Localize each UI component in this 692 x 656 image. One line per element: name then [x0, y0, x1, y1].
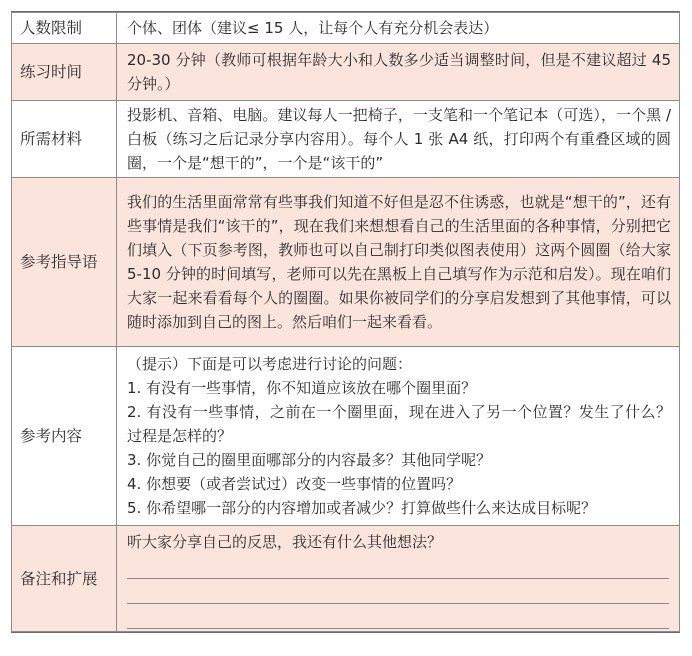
row-label-headcount: 人数限制	[12, 13, 117, 44]
table-row-guidance	[12, 178, 680, 347]
row-label-notes: 备注和扩展	[12, 526, 117, 632]
table-row-materials	[12, 101, 680, 178]
table-row-notes	[12, 526, 680, 632]
row-content-notes	[117, 526, 680, 632]
row-label-materials: 所需材料	[12, 101, 117, 178]
question-2: 2. 有没有一些事情，之前在一个圈里面，现在进入了另一个位置？发生了什么？过程是怎样的？	[127, 403, 671, 445]
question-3: 3. 你觉自己的圈里面哪部分的内容最多？其他同学呢？	[127, 451, 492, 469]
row-label-reference-content: 参考内容	[12, 347, 117, 526]
prompt-line: （提示）下面是可以考虑进行讨论的问题：	[127, 355, 413, 373]
writing-line-1[interactable]	[127, 554, 669, 579]
question-5: 5. 你希望哪一部分的内容增加或者减少？打算做些什么来达成目标呢？	[127, 499, 597, 517]
activity-table	[11, 12, 680, 632]
question-1: 1. 有没有一些事情，你不知道应该放在哪个圈里面？	[127, 379, 477, 397]
activity-table-container	[11, 11, 680, 633]
row-content-guidance: 我们的生活里面常常有些事我们知道不好但是忍不住诱惑，也就是“想干的”，还有些事情是我们“该干的”，现在我们来想想看自己的生活里面的各种事情，分别把它们填入（下页参考图，教师也可以自己制打印类似图表使用）这两个圆圈（给大家 5-10 分钟的时间填写，老师可以先在黑板上自己填写作为示范和启发）。现在咱们大家一起来看看每个人的圈圈。如果你被同学们的分享启发想到了其他事情，可以随时添加到自己的图上。然后咱们一起来看看。	[117, 178, 680, 347]
writing-line-2[interactable]	[127, 579, 669, 604]
row-content-headcount: 个体、团体（建议≤ 15 人，让每个人有充分机会表达）	[117, 13, 680, 44]
row-label-practice-time: 练习时间	[12, 44, 117, 101]
row-content-materials: 投影机、音箱、电脑。建议每人一把椅子，一支笔和一个笔记本（可选），一个黑 / 白板（练习之后记录分享内容用）。每个人 1 张 A4 纸，打印两个有重叠区域的圆圈，一个是“想干的”，一个是“该干的”	[117, 101, 680, 178]
question-4: 4. 你想要（或者尝试过）改变一些事情的位置吗？	[127, 475, 462, 493]
row-content-reference-content	[117, 347, 680, 526]
row-label-guidance: 参考指导语	[12, 178, 117, 347]
notes-prompt: 听大家分享自己的反思，我还有什么其他想法？	[127, 533, 443, 551]
row-content-practice-time: 20-30 分钟（教师可根据年龄大小和人数多少适当调整时间，但是不建议超过 45 分钟。）	[117, 44, 680, 101]
writing-line-3[interactable]	[127, 604, 669, 629]
table-row-headcount	[12, 13, 680, 44]
table-row-practice-time	[12, 44, 680, 101]
table-row-reference-content	[12, 347, 680, 526]
